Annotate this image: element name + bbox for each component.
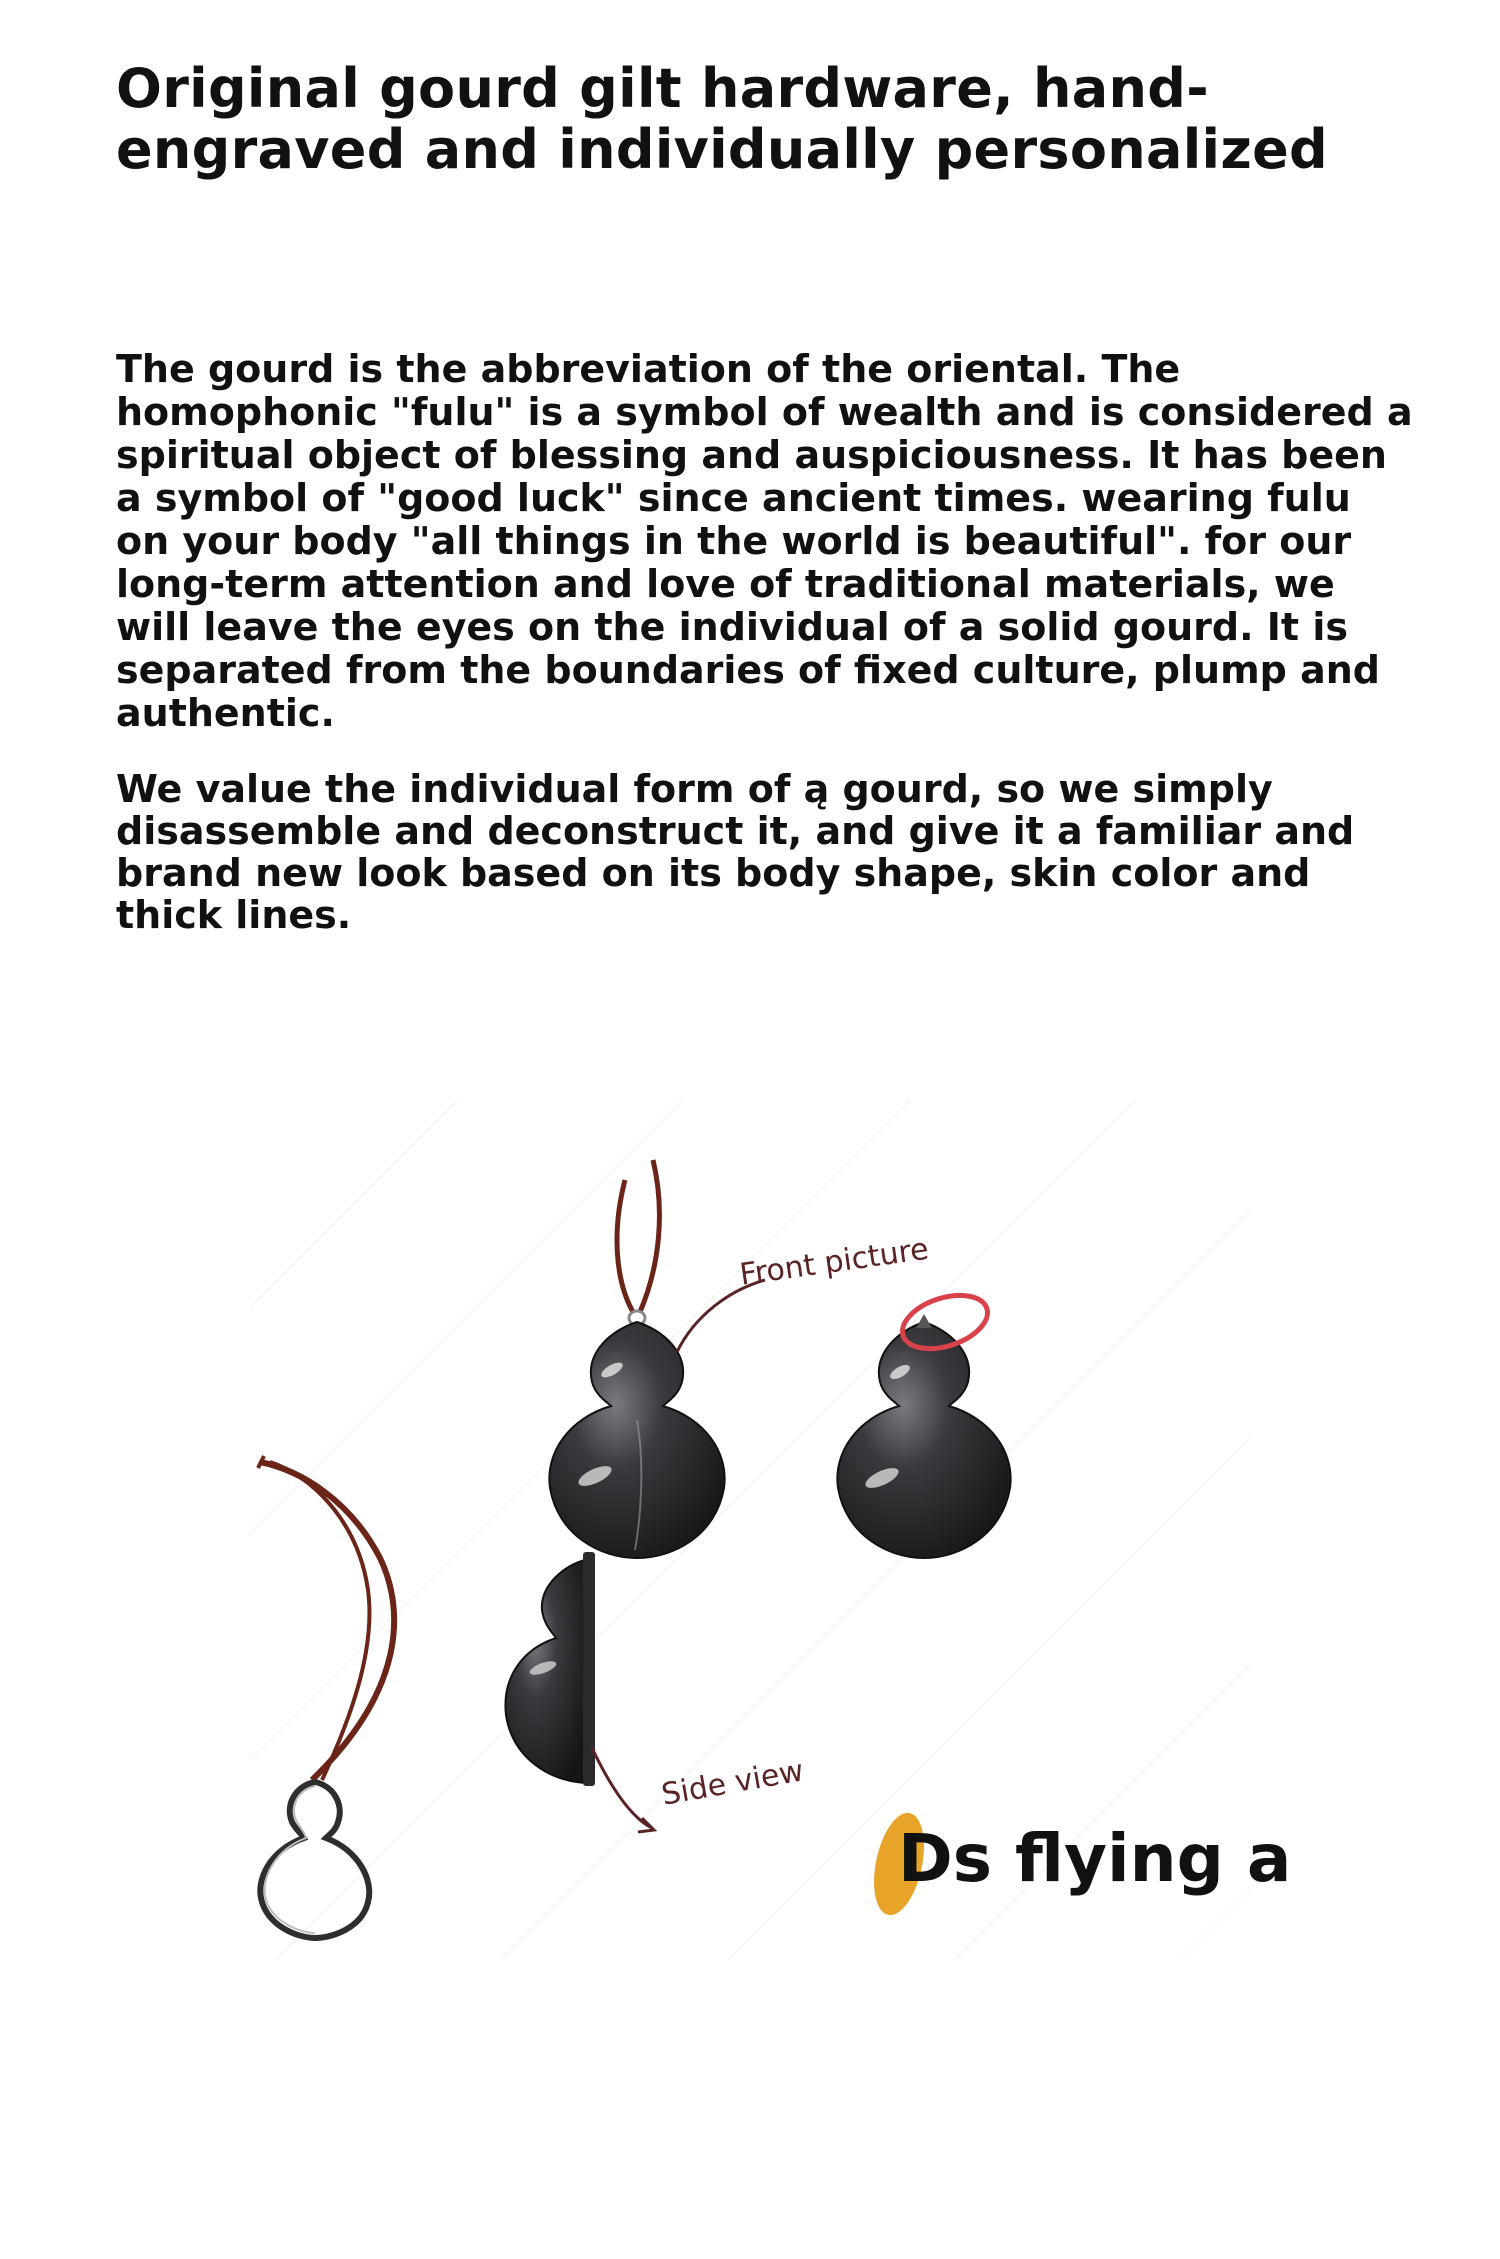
gourd-product-illustration (240, 1090, 1292, 1970)
front-picture-caption: Front picture (737, 1231, 931, 1293)
side-view-caption: Side view (658, 1753, 807, 1813)
brand-logo (876, 1802, 1292, 1922)
page-title: Original gourd gilt hardware, hand-engraved and individually personalized (116, 57, 1328, 181)
brand-name: Ds flying a (898, 1820, 1292, 1897)
description-paragraph-meaning: The gourd is the abbreviation of the oriental. The homophonic "fulu" is a symbol of wealth and is considered a spiritual object of blessing and auspiciousness. It has been a symbol of "good luck" since ancient times. wearing fulu on your body "all things in the world is beautiful". for our long-term attention and love of traditional materials, we will leave the eyes on the individual of a solid gourd. It is separated from the boundaries of fixed culture, plump and authentic. (116, 347, 1413, 735)
description-paragraph-design: We value the individual form of ą gourd, so we simply disassemble and deconstruct it, and give it a familiar and brand new look based on its body shape, skin color and thick lines. (116, 767, 1355, 937)
